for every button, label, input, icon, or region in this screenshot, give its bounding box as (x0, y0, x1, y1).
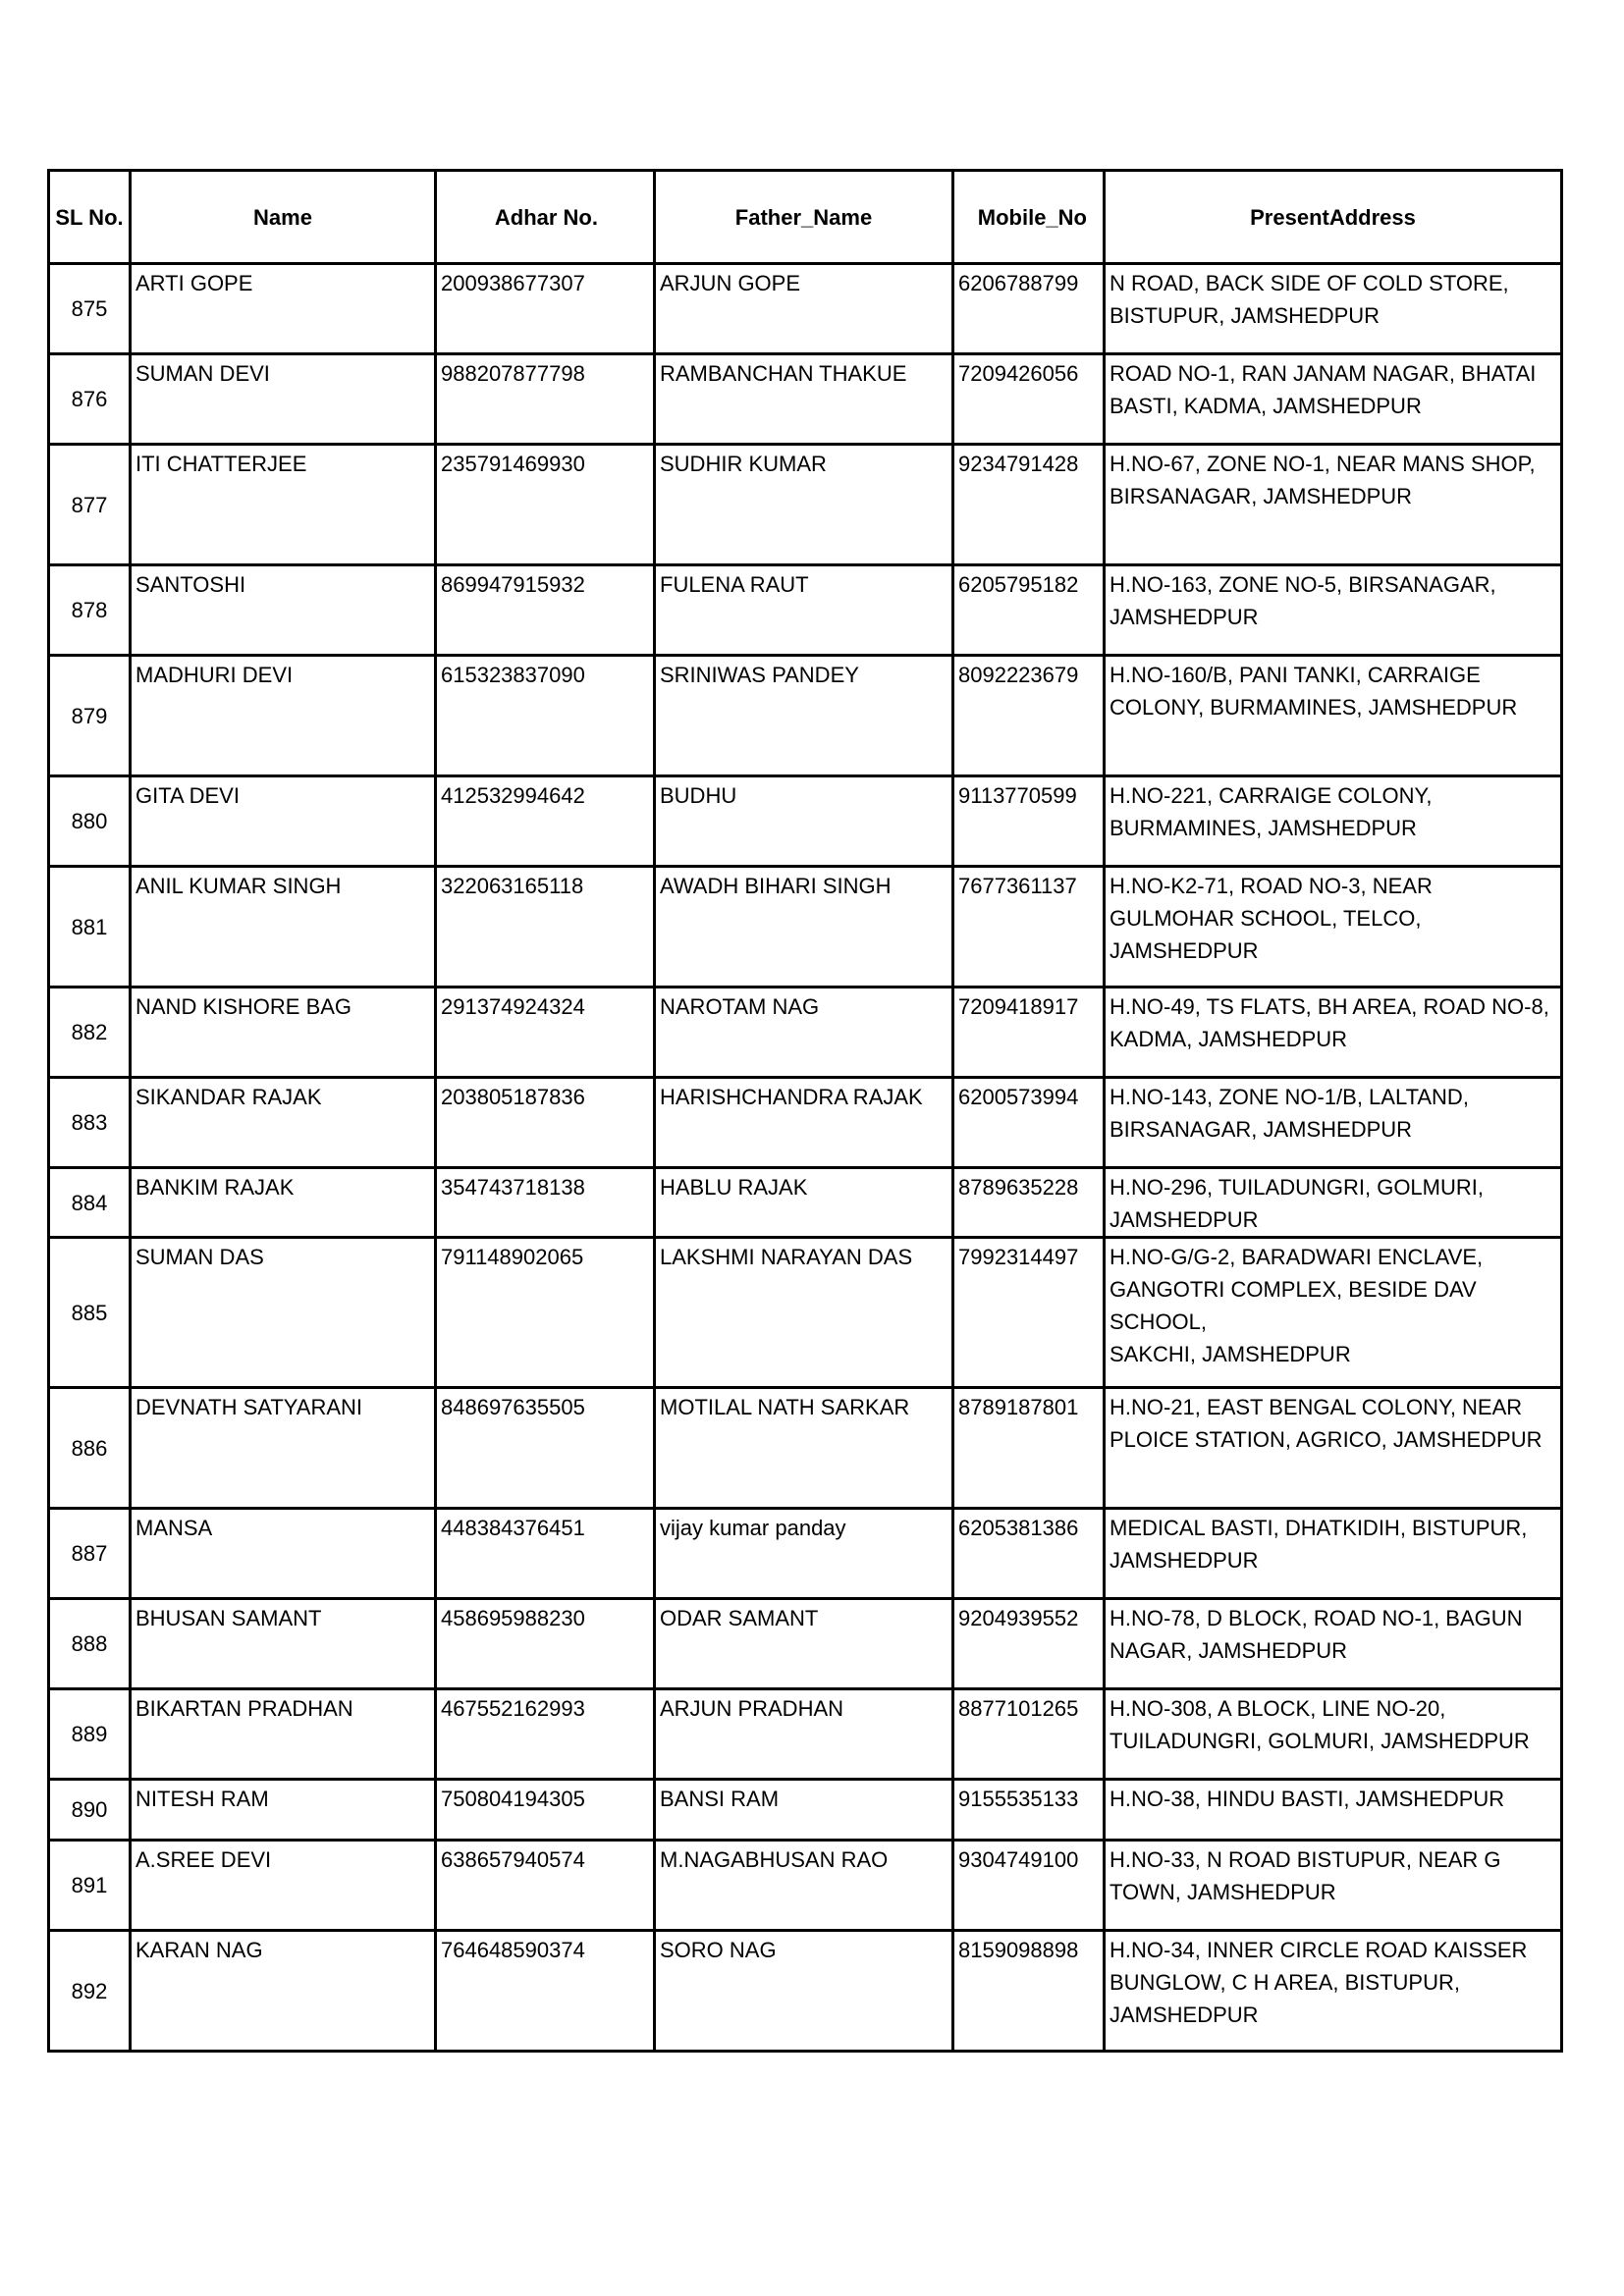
cell-father-name: ARJUN GOPE (655, 264, 953, 354)
cell-sl-no: 877 (49, 445, 131, 565)
cell-father-name: BUDHU (655, 776, 953, 867)
cell-adhar-no: 322063165118 (436, 867, 655, 988)
cell-father-name: BANSI RAM (655, 1780, 953, 1841)
address-line: H.NO-G/G-2, BARADWARI ENCLAVE, (1110, 1245, 1484, 1269)
cell-adhar-no: 412532994642 (436, 776, 655, 867)
cell-present-address (1105, 354, 1562, 445)
cell-mobile-no: 8877101265 (953, 1689, 1105, 1780)
cell-sl-no: 889 (49, 1689, 131, 1780)
address-line: COLONY, BURMAMINES, JAMSHEDPUR (1110, 695, 1518, 720)
cell-mobile-no: 7209426056 (953, 354, 1105, 445)
cell-adhar-no: 764648590374 (436, 1931, 655, 2052)
cell-present-address (1105, 1168, 1562, 1238)
cell-sl-no: 885 (49, 1238, 131, 1388)
address-line: GANGOTRI COMPLEX, BESIDE DAV SCHOOL, (1110, 1277, 1477, 1334)
cell-father-name: NAROTAM NAG (655, 988, 953, 1078)
cell-present-address (1105, 1509, 1562, 1599)
table-row (49, 1388, 1562, 1509)
cell-father-name: FULENA RAUT (655, 565, 953, 656)
cell-present-address (1105, 565, 1562, 656)
address-line: KADMA, JAMSHEDPUR (1110, 1027, 1348, 1051)
cell-father-name: HABLU RAJAK (655, 1168, 953, 1238)
cell-father-name: HARISHCHANDRA RAJAK (655, 1078, 953, 1168)
cell-mobile-no: 7992314497 (953, 1238, 1105, 1388)
address-line: H.NO-221, CARRAIGE COLONY, (1110, 783, 1433, 808)
cell-sl-no: 892 (49, 1931, 131, 2052)
address-line: H.NO-38, HINDU BASTI, JAMSHEDPUR (1110, 1787, 1505, 1811)
table-row (49, 1931, 1562, 2052)
address-line: H.NO-K2-71, ROAD NO-3, NEAR (1110, 874, 1433, 898)
address-line: H.NO-78, D BLOCK, ROAD NO-1, BAGUN (1110, 1606, 1523, 1630)
address-line: BISTUPUR, JAMSHEDPUR (1110, 303, 1380, 328)
header-mobile-no: Mobile_No (953, 171, 1105, 264)
cell-adhar-no: 448384376451 (436, 1509, 655, 1599)
table-row (49, 1238, 1562, 1388)
cell-adhar-no: 638657940574 (436, 1841, 655, 1931)
cell-father-name: RAMBANCHAN THAKUE (655, 354, 953, 445)
address-line: H.NO-21, EAST BENGAL COLONY, NEAR (1110, 1395, 1523, 1419)
cell-adhar-no: 291374924324 (436, 988, 655, 1078)
cell-mobile-no: 7677361137 (953, 867, 1105, 988)
address-line: H.NO-49, TS FLATS, BH AREA, ROAD NO-8, (1110, 994, 1549, 1019)
address-line: N ROAD, BACK SIDE OF COLD STORE, (1110, 271, 1509, 295)
address-line: BASTI, KADMA, JAMSHEDPUR (1110, 394, 1422, 418)
cell-father-name: vijay kumar panday (655, 1509, 953, 1599)
address-line: MEDICAL BASTI, DHATKIDIH, BISTUPUR, (1110, 1516, 1528, 1540)
address-line: JAMSHEDPUR (1110, 1207, 1259, 1232)
table-row (49, 1599, 1562, 1689)
cell-mobile-no: 8789635228 (953, 1168, 1105, 1238)
header-row (49, 171, 1562, 264)
cell-name: SUMAN DAS (131, 1238, 436, 1388)
cell-present-address (1105, 1599, 1562, 1689)
cell-present-address (1105, 988, 1562, 1078)
address-line: H.NO-34, INNER CIRCLE ROAD KAISSER (1110, 1938, 1528, 1962)
address-line: H.NO-33, N ROAD BISTUPUR, NEAR G (1110, 1847, 1501, 1872)
header-sl-no: SL No. (49, 171, 131, 264)
cell-name: SANTOSHI (131, 565, 436, 656)
cell-mobile-no: 6205795182 (953, 565, 1105, 656)
cell-mobile-no: 9113770599 (953, 776, 1105, 867)
table-row (49, 988, 1562, 1078)
cell-adhar-no: 203805187836 (436, 1078, 655, 1168)
table-row (49, 354, 1562, 445)
table-row (49, 867, 1562, 988)
cell-adhar-no: 869947915932 (436, 565, 655, 656)
cell-father-name: ODAR SAMANT (655, 1599, 953, 1689)
cell-present-address (1105, 867, 1562, 988)
cell-name: NAND KISHORE BAG (131, 988, 436, 1078)
header-name: Name (131, 171, 436, 264)
cell-present-address (1105, 1931, 1562, 2052)
cell-present-address (1105, 445, 1562, 565)
cell-present-address (1105, 776, 1562, 867)
table-row (49, 656, 1562, 776)
cell-adhar-no: 791148902065 (436, 1238, 655, 1388)
cell-sl-no: 881 (49, 867, 131, 988)
cell-name: BIKARTAN PRADHAN (131, 1689, 436, 1780)
address-line: BIRSANAGAR, JAMSHEDPUR (1110, 484, 1413, 508)
cell-sl-no: 890 (49, 1780, 131, 1841)
cell-father-name: ARJUN PRADHAN (655, 1689, 953, 1780)
address-line: BUNGLOW, C H AREA, BISTUPUR, (1110, 1970, 1460, 1995)
cell-father-name: AWADH BIHARI SINGH (655, 867, 953, 988)
cell-adhar-no: 354743718138 (436, 1168, 655, 1238)
cell-present-address (1105, 1078, 1562, 1168)
cell-mobile-no: 6205381386 (953, 1509, 1105, 1599)
address-line: H.NO-163, ZONE NO-5, BIRSANAGAR, (1110, 572, 1496, 597)
cell-mobile-no: 9234791428 (953, 445, 1105, 565)
table-row (49, 1841, 1562, 1931)
cell-adhar-no: 200938677307 (436, 264, 655, 354)
cell-father-name: MOTILAL NATH SARKAR (655, 1388, 953, 1509)
table-row (49, 1689, 1562, 1780)
table-row (49, 445, 1562, 565)
cell-mobile-no: 6200573994 (953, 1078, 1105, 1168)
table-row (49, 776, 1562, 867)
cell-name: SIKANDAR RAJAK (131, 1078, 436, 1168)
cell-mobile-no: 8789187801 (953, 1388, 1105, 1509)
address-line: H.NO-160/B, PANI TANKI, CARRAIGE (1110, 663, 1481, 687)
address-line: H.NO-67, ZONE NO-1, NEAR MANS SHOP, (1110, 452, 1536, 476)
cell-adhar-no: 848697635505 (436, 1388, 655, 1509)
cell-name: BHUSAN SAMANT (131, 1599, 436, 1689)
cell-name: KARAN NAG (131, 1931, 436, 2052)
cell-sl-no: 879 (49, 656, 131, 776)
address-line: ROAD NO-1, RAN JANAM NAGAR, BHATAI (1110, 361, 1537, 386)
cell-adhar-no: 467552162993 (436, 1689, 655, 1780)
cell-father-name: SRINIWAS PANDEY (655, 656, 953, 776)
cell-name: GITA DEVI (131, 776, 436, 867)
address-line: TUILADUNGRI, GOLMURI, JAMSHEDPUR (1110, 1729, 1530, 1753)
cell-mobile-no: 6206788799 (953, 264, 1105, 354)
cell-name: NITESH RAM (131, 1780, 436, 1841)
cell-sl-no: 888 (49, 1599, 131, 1689)
cell-father-name: LAKSHMI NARAYAN DAS (655, 1238, 953, 1388)
records-table (47, 169, 1563, 2053)
cell-sl-no: 876 (49, 354, 131, 445)
cell-mobile-no: 9155535133 (953, 1780, 1105, 1841)
cell-present-address (1105, 1388, 1562, 1509)
address-line: NAGAR, JAMSHEDPUR (1110, 1638, 1348, 1663)
cell-sl-no: 883 (49, 1078, 131, 1168)
address-line: H.NO-296, TUILADUNGRI, GOLMURI, (1110, 1175, 1484, 1200)
cell-present-address (1105, 656, 1562, 776)
cell-name: MADHURI DEVI (131, 656, 436, 776)
cell-adhar-no: 615323837090 (436, 656, 655, 776)
cell-sl-no: 880 (49, 776, 131, 867)
cell-adhar-no: 235791469930 (436, 445, 655, 565)
table-body (49, 264, 1562, 2052)
cell-sl-no: 887 (49, 1509, 131, 1599)
address-line: GULMOHAR SCHOOL, TELCO, JAMSHEDPUR (1110, 906, 1422, 963)
table-row (49, 1509, 1562, 1599)
cell-father-name: SORO NAG (655, 1931, 953, 2052)
cell-present-address (1105, 1780, 1562, 1841)
cell-sl-no: 886 (49, 1388, 131, 1509)
address-line: TOWN, JAMSHEDPUR (1110, 1880, 1336, 1904)
cell-father-name: M.NAGABHUSAN RAO (655, 1841, 953, 1931)
cell-present-address (1105, 1689, 1562, 1780)
cell-adhar-no: 988207877798 (436, 354, 655, 445)
cell-name: ITI CHATTERJEE (131, 445, 436, 565)
address-line: BURMAMINES, JAMSHEDPUR (1110, 816, 1417, 840)
header-present-address: PresentAddress (1105, 171, 1562, 264)
cell-sl-no: 875 (49, 264, 131, 354)
cell-adhar-no: 458695988230 (436, 1599, 655, 1689)
address-line: JAMSHEDPUR (1110, 1548, 1259, 1573)
cell-sl-no: 882 (49, 988, 131, 1078)
cell-name: BANKIM RAJAK (131, 1168, 436, 1238)
header-father-name: Father_Name (655, 171, 953, 264)
cell-mobile-no: 9204939552 (953, 1599, 1105, 1689)
cell-adhar-no: 750804194305 (436, 1780, 655, 1841)
address-line: JAMSHEDPUR (1110, 2002, 1259, 2027)
cell-father-name: SUDHIR KUMAR (655, 445, 953, 565)
cell-name: MANSA (131, 1509, 436, 1599)
cell-sl-no: 884 (49, 1168, 131, 1238)
cell-name: A.SREE DEVI (131, 1841, 436, 1931)
cell-present-address (1105, 1238, 1562, 1388)
address-line: BIRSANAGAR, JAMSHEDPUR (1110, 1117, 1413, 1142)
address-line: H.NO-308, A BLOCK, LINE NO-20, (1110, 1696, 1446, 1721)
table-row (49, 1078, 1562, 1168)
cell-sl-no: 878 (49, 565, 131, 656)
table-row (49, 565, 1562, 656)
cell-mobile-no: 9304749100 (953, 1841, 1105, 1931)
cell-name: ANIL KUMAR SINGH (131, 867, 436, 988)
cell-sl-no: 891 (49, 1841, 131, 1931)
table-row (49, 1168, 1562, 1238)
table-row (49, 1780, 1562, 1841)
address-line: SAKCHI, JAMSHEDPUR (1110, 1342, 1351, 1366)
cell-present-address (1105, 1841, 1562, 1931)
header-adhar-no: Adhar No. (436, 171, 655, 264)
cell-mobile-no: 8092223679 (953, 656, 1105, 776)
address-line: JAMSHEDPUR (1110, 605, 1259, 629)
table-row (49, 264, 1562, 354)
cell-name: SUMAN DEVI (131, 354, 436, 445)
address-line: PLOICE STATION, AGRICO, JAMSHEDPUR (1110, 1427, 1543, 1452)
cell-mobile-no: 8159098898 (953, 1931, 1105, 2052)
cell-mobile-no: 7209418917 (953, 988, 1105, 1078)
address-line: H.NO-143, ZONE NO-1/B, LALTAND, (1110, 1085, 1469, 1109)
cell-name: ARTI GOPE (131, 264, 436, 354)
cell-present-address (1105, 264, 1562, 354)
cell-name: DEVNATH SATYARANI (131, 1388, 436, 1509)
